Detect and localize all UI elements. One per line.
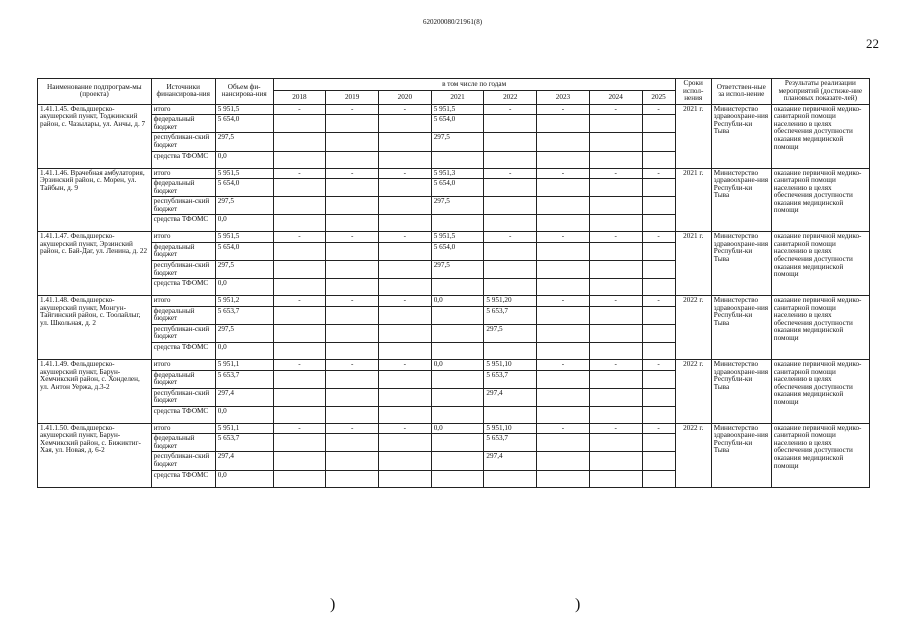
year-value: - (589, 104, 642, 115)
year-value (589, 261, 642, 279)
year-value (431, 324, 484, 342)
year-value: - (273, 232, 326, 243)
deadline-cell: 2021 г. (675, 232, 711, 296)
year-value (273, 179, 326, 197)
funding-volume: 5 654,0 (215, 115, 273, 133)
year-value (431, 342, 484, 359)
results-cell: оказание первичной медико-санитарной помощи населению в целях обеспечения доступности оказания медицинской помощи (771, 104, 869, 168)
funding-volume: 5 951,5 (215, 232, 273, 243)
funding-volume: 0,0 (215, 151, 273, 168)
year-value (484, 215, 537, 232)
header-results: Результаты реализации мероприятий (достиже-ние плановых показате-лей) (771, 79, 869, 105)
funding-volume: 0,0 (215, 279, 273, 296)
table-row (38, 423, 870, 434)
year-value (273, 133, 326, 151)
year-value (326, 197, 379, 215)
year-value (537, 324, 590, 342)
header-responsible: Ответствен-ные за испол-нение (711, 79, 771, 105)
year-value (589, 115, 642, 133)
responsible-cell: Министерство здравоохране-ния Республи-ки Тыва (711, 104, 771, 168)
year-value (537, 197, 590, 215)
year-value: 5 951,10 (484, 423, 537, 434)
year-value: - (379, 423, 432, 434)
year-value: - (273, 168, 326, 179)
document-id: 620200080/21961(8) (422, 18, 483, 26)
header-by-years: в том числе по годам (273, 79, 675, 91)
year-value: 297,5 (431, 133, 484, 151)
year-value: - (642, 359, 675, 370)
header-deadline: Сроки испол-нения (675, 79, 711, 105)
year-value (589, 179, 642, 197)
year-value (642, 215, 675, 232)
year-value (431, 279, 484, 296)
year-value: 297,4 (484, 388, 537, 406)
year-value (379, 179, 432, 197)
funding-volume: 5 951,2 (215, 296, 273, 307)
year-value: 5 654,0 (431, 242, 484, 260)
funding-volume: 297,5 (215, 197, 273, 215)
header-row (38, 79, 870, 91)
year-value (273, 261, 326, 279)
year-value (484, 342, 537, 359)
table-row (38, 168, 870, 179)
funding-source: средства ТФОМС (151, 215, 215, 232)
funding-source: республикан-ский бюджет (151, 261, 215, 279)
year-value (484, 115, 537, 133)
year-value (273, 279, 326, 296)
year-value: 5 951,5 (431, 104, 484, 115)
year-value (379, 115, 432, 133)
funding-source: федеральный бюджет (151, 179, 215, 197)
year-value (326, 261, 379, 279)
subprogram-name: 1.41.1.50. Фельдшерско-акушерский пункт, Барун-Хемчикский район, с. Бижиктиг-Хая, ул. Новая, д. 6-2 (38, 423, 152, 487)
year-value (431, 151, 484, 168)
funding-source: итого (151, 232, 215, 243)
funding-volume: 5 653,7 (215, 306, 273, 324)
year-value (273, 242, 326, 260)
funding-source: республикан-ский бюджет (151, 197, 215, 215)
year-value (589, 370, 642, 388)
year-value (537, 388, 590, 406)
responsible-cell: Министерство здравоохране-ния Республи-ки Тыва (711, 296, 771, 360)
year-value (642, 434, 675, 452)
year-value (379, 133, 432, 151)
deadline-cell: 2022 г. (675, 423, 711, 487)
year-value (326, 151, 379, 168)
deadline-cell: 2022 г. (675, 296, 711, 360)
funding-volume: 0,0 (215, 470, 273, 487)
year-value (326, 115, 379, 133)
year-value (642, 133, 675, 151)
year-value (484, 242, 537, 260)
year-value (537, 434, 590, 452)
year-value: - (379, 359, 432, 370)
header-year: 2023 (537, 91, 590, 105)
year-value (589, 306, 642, 324)
funding-volume: 5 951,1 (215, 423, 273, 434)
program-table (37, 78, 870, 488)
year-value (379, 197, 432, 215)
funding-volume: 297,4 (215, 452, 273, 470)
year-value (273, 197, 326, 215)
year-value (537, 151, 590, 168)
year-value: - (537, 232, 590, 243)
year-value: - (642, 296, 675, 307)
funding-source: средства ТФОМС (151, 279, 215, 296)
year-value: - (537, 296, 590, 307)
funding-source: республикан-ский бюджет (151, 452, 215, 470)
year-value (642, 115, 675, 133)
year-value: 297,5 (431, 197, 484, 215)
results-cell: оказание первичной медико-санитарной помощи населению в целях обеспечения доступности оказания медицинской помощи (771, 296, 869, 360)
year-value (484, 197, 537, 215)
year-value: 297,5 (431, 261, 484, 279)
year-value (537, 342, 590, 359)
year-value (642, 261, 675, 279)
year-value (379, 215, 432, 232)
year-value (326, 388, 379, 406)
year-value: - (484, 232, 537, 243)
header-name: Наименование подпрограм-мы (проекта) (38, 79, 152, 105)
year-value (326, 342, 379, 359)
year-value (589, 215, 642, 232)
year-value (326, 179, 379, 197)
year-value: - (273, 423, 326, 434)
year-value (326, 324, 379, 342)
header-volume: Объем фи-нансирова-ния (215, 79, 273, 105)
funding-source: республикан-ский бюджет (151, 324, 215, 342)
year-value (642, 406, 675, 423)
year-value (431, 306, 484, 324)
year-value (326, 452, 379, 470)
year-value: 5 654,0 (431, 115, 484, 133)
year-value (642, 279, 675, 296)
funding-source: средства ТФОМС (151, 151, 215, 168)
year-value: 5 653,7 (484, 370, 537, 388)
funding-volume: 0,0 (215, 406, 273, 423)
year-value (273, 306, 326, 324)
year-value: 5 653,7 (484, 306, 537, 324)
year-value (642, 179, 675, 197)
year-value: - (379, 104, 432, 115)
year-value (589, 242, 642, 260)
year-value (537, 215, 590, 232)
year-value: 297,5 (484, 324, 537, 342)
year-value (273, 215, 326, 232)
funding-source: федеральный бюджет (151, 306, 215, 324)
year-value: - (642, 232, 675, 243)
header-year: 2019 (326, 91, 379, 105)
subprogram-name: 1.41.1.49. Фельдшерско-акушерский пункт, Барун-Хемчикский район, с. Хонделен, ул. Антон Уержа, д.3-2 (38, 359, 152, 423)
year-value (326, 434, 379, 452)
year-value (642, 324, 675, 342)
year-value (589, 342, 642, 359)
year-value (589, 279, 642, 296)
year-value (537, 452, 590, 470)
funding-volume: 5 654,0 (215, 179, 273, 197)
year-value (273, 434, 326, 452)
year-value: - (537, 168, 590, 179)
year-value (642, 388, 675, 406)
year-value (642, 242, 675, 260)
year-value: 5 951,10 (484, 359, 537, 370)
year-value (326, 133, 379, 151)
year-value (537, 279, 590, 296)
year-value (379, 151, 432, 168)
funding-source: республикан-ский бюджет (151, 388, 215, 406)
year-value (326, 215, 379, 232)
year-value (642, 306, 675, 324)
funding-source: итого (151, 104, 215, 115)
year-value (273, 452, 326, 470)
year-value: 5 653,7 (484, 434, 537, 452)
year-value (484, 151, 537, 168)
year-value: - (642, 423, 675, 434)
year-value (273, 115, 326, 133)
funding-source: итого (151, 296, 215, 307)
year-value (431, 470, 484, 487)
year-value (589, 452, 642, 470)
funding-source: средства ТФОМС (151, 470, 215, 487)
year-value: - (537, 104, 590, 115)
year-value (273, 342, 326, 359)
footer-mark: ) (575, 596, 581, 613)
year-value: 5 951,5 (431, 232, 484, 243)
deadline-cell: 2021 г. (675, 104, 711, 168)
funding-source: итого (151, 168, 215, 179)
year-value: 297,4 (484, 452, 537, 470)
year-value: - (589, 296, 642, 307)
year-value (273, 151, 326, 168)
year-value (431, 406, 484, 423)
year-value (379, 279, 432, 296)
year-value (326, 242, 379, 260)
year-value (379, 261, 432, 279)
year-value (537, 115, 590, 133)
subprogram-name: 1.41.1.48. Фельдшерско-акушерский пункт, Монгун-Тайгинский район, с. Тоолайлыг, ул. Школьная, д. 2 (38, 296, 152, 360)
year-value (431, 388, 484, 406)
year-value: - (484, 104, 537, 115)
year-value (537, 242, 590, 260)
year-value: - (379, 168, 432, 179)
year-value (589, 470, 642, 487)
year-value (379, 388, 432, 406)
year-value (431, 370, 484, 388)
year-value (379, 324, 432, 342)
responsible-cell: Министерство здравоохране-ния Республи-ки Тыва (711, 423, 771, 487)
year-value: - (642, 104, 675, 115)
year-value: - (326, 359, 379, 370)
year-value (431, 215, 484, 232)
year-value: - (326, 168, 379, 179)
funding-volume: 5 653,7 (215, 370, 273, 388)
year-value: - (642, 168, 675, 179)
year-value (273, 406, 326, 423)
year-value (642, 197, 675, 215)
responsible-cell: Министерство здравоохране-ния Республи-ки Тыва (711, 359, 771, 423)
results-cell: оказание первичной медико-санитарной помощи населению в целях обеспечения доступности оказания медицинской помощи (771, 359, 869, 423)
year-value (273, 370, 326, 388)
table-row (38, 232, 870, 243)
year-value (379, 370, 432, 388)
year-value (537, 133, 590, 151)
year-value (642, 470, 675, 487)
year-value (589, 133, 642, 151)
year-value (379, 306, 432, 324)
funding-volume: 5 951,5 (215, 168, 273, 179)
year-value (589, 388, 642, 406)
year-value (537, 406, 590, 423)
funding-source: федеральный бюджет (151, 370, 215, 388)
funding-source: федеральный бюджет (151, 115, 215, 133)
year-value (379, 452, 432, 470)
table-row (38, 296, 870, 307)
funding-volume: 297,4 (215, 388, 273, 406)
year-value (642, 151, 675, 168)
results-cell: оказание первичной медико-санитарной помощи населению в целях обеспечения доступности оказания медицинской помощи (771, 168, 869, 232)
year-value (379, 242, 432, 260)
table-row (38, 104, 870, 115)
deadline-cell: 2022 г. (675, 359, 711, 423)
year-value (273, 388, 326, 406)
year-value: - (273, 104, 326, 115)
year-value (326, 306, 379, 324)
year-value (326, 279, 379, 296)
year-value (431, 434, 484, 452)
year-value (273, 470, 326, 487)
funding-source: средства ТФОМС (151, 406, 215, 423)
year-value: 5 654,0 (431, 179, 484, 197)
header-year: 2024 (589, 91, 642, 105)
funding-volume: 297,5 (215, 324, 273, 342)
header-year: 2025 (642, 91, 675, 105)
funding-volume: 297,5 (215, 133, 273, 151)
funding-source: итого (151, 359, 215, 370)
year-value (484, 470, 537, 487)
results-cell: оказание первичной медико-санитарной помощи населению в целях обеспечения доступности оказания медицинской помощи (771, 423, 869, 487)
funding-source: республикан-ский бюджет (151, 133, 215, 151)
year-value (326, 370, 379, 388)
table-row (38, 359, 870, 370)
year-value: - (326, 104, 379, 115)
year-value (537, 179, 590, 197)
year-value (431, 452, 484, 470)
year-value (484, 279, 537, 296)
year-value: - (484, 168, 537, 179)
year-value: - (326, 296, 379, 307)
year-value (589, 406, 642, 423)
year-value (379, 342, 432, 359)
funding-volume: 5 654,0 (215, 242, 273, 260)
deadline-cell: 2021 г. (675, 168, 711, 232)
year-value: 5 951,20 (484, 296, 537, 307)
year-value (642, 452, 675, 470)
responsible-cell: Министерство здравоохране-ния Республи-ки Тыва (711, 232, 771, 296)
funding-volume: 0,0 (215, 215, 273, 232)
year-value: 0,0 (431, 423, 484, 434)
subprogram-name: 1.41.1.47. Фельдшерско-акушерский пункт, Эрзинский район, с. Бай-Даг, ул. Ленина, д. 22 (38, 232, 152, 296)
year-value: - (379, 296, 432, 307)
funding-source: федеральный бюджет (151, 434, 215, 452)
year-value (484, 179, 537, 197)
year-value (537, 470, 590, 487)
year-value: 0,0 (431, 296, 484, 307)
year-value (379, 406, 432, 423)
year-value: 5 951,3 (431, 168, 484, 179)
year-value (379, 434, 432, 452)
year-value: 0,0 (431, 359, 484, 370)
funding-source: федеральный бюджет (151, 242, 215, 260)
year-value (642, 370, 675, 388)
year-value (484, 261, 537, 279)
year-value (589, 434, 642, 452)
year-value (589, 324, 642, 342)
funding-source: средства ТФОМС (151, 342, 215, 359)
funding-source: итого (151, 423, 215, 434)
table-body (38, 104, 870, 487)
year-value (537, 370, 590, 388)
year-value (484, 406, 537, 423)
year-value: - (273, 359, 326, 370)
subprogram-name: 1.41.1.45. Фельдшерско-акушерский пункт, Тоджинский район, с. Чазылары, ул. Анчы, д. 7 (38, 104, 152, 168)
footer-mark: ) (330, 596, 336, 613)
year-value: - (537, 423, 590, 434)
header-year: 2020 (379, 91, 432, 105)
header-year: 2021 (431, 91, 484, 105)
year-value (379, 470, 432, 487)
subprogram-name: 1.41.1.46. Врачебная амбулатория, Эрзинский район, с. Морен, ул. Тайбын, д. 9 (38, 168, 152, 232)
year-value: - (589, 359, 642, 370)
year-value: - (379, 232, 432, 243)
header-source: Источники финансирова-ния (151, 79, 215, 105)
funding-volume: 297,5 (215, 261, 273, 279)
funding-volume: 5 653,7 (215, 434, 273, 452)
year-value: - (537, 359, 590, 370)
year-value: - (589, 232, 642, 243)
year-value: - (589, 168, 642, 179)
funding-volume: 0,0 (215, 342, 273, 359)
header-year: 2018 (273, 91, 326, 105)
year-value (326, 406, 379, 423)
funding-volume: 5 951,1 (215, 359, 273, 370)
year-value (589, 197, 642, 215)
year-value (589, 151, 642, 168)
year-value (537, 261, 590, 279)
year-value (537, 306, 590, 324)
header-year: 2022 (484, 91, 537, 105)
year-value (326, 470, 379, 487)
funding-volume: 5 951,5 (215, 104, 273, 115)
results-cell: оказание первичной медико-санитарной помощи населению в целях обеспечения доступности оказания медицинской помощи (771, 232, 869, 296)
year-value (642, 342, 675, 359)
responsible-cell: Министерство здравоохране-ния Республи-ки Тыва (711, 168, 771, 232)
page-number: 22 (866, 36, 879, 51)
year-value (273, 324, 326, 342)
year-value (484, 133, 537, 151)
year-value: - (273, 296, 326, 307)
year-value: - (326, 423, 379, 434)
year-value: - (589, 423, 642, 434)
year-value: - (326, 232, 379, 243)
